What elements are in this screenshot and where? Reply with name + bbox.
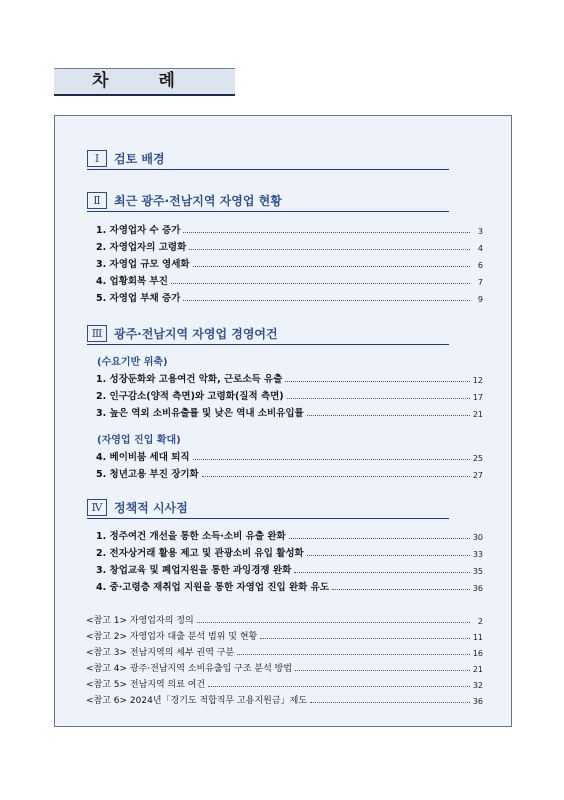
dot-leader (237, 654, 470, 655)
dot-leader (183, 300, 470, 301)
toc-entry-page: 6 (477, 261, 483, 270)
toc-entry[interactable] (96, 579, 483, 593)
toc-entry[interactable] (96, 388, 483, 402)
reference-page: 11 (472, 633, 483, 642)
dot-leader (285, 381, 469, 382)
reference-page: 32 (472, 681, 483, 690)
toc-entry-label: 3. 높은 역외 소비유출률 및 낮은 역내 소비유입률 (96, 408, 304, 419)
toc-entry-page: 35 (472, 567, 483, 576)
section-2-number: Ⅱ (87, 192, 107, 209)
toc-entry[interactable] (96, 256, 483, 270)
toc-entry-label: 4. 베이비붐 세대 퇴직 (96, 452, 190, 463)
toc-entry-page: 21 (472, 410, 483, 419)
toc-entry[interactable] (96, 405, 483, 419)
reference-entry[interactable] (86, 629, 483, 642)
dot-leader (189, 249, 470, 250)
toc-entry-label: 2. 인구감소(양적 측면)와 고령화(질적 측면) (96, 391, 284, 402)
reference-page: 21 (472, 665, 483, 674)
section-2-title: 최근 광주·전남지역 자영업 현황 (114, 194, 282, 208)
reference-label: <참고 2> 자영업자 대출 분석 범위 및 현황 (86, 632, 258, 642)
reference-entry[interactable] (86, 645, 483, 658)
reference-entry[interactable] (86, 677, 483, 690)
reference-entry[interactable] (86, 613, 483, 626)
section-1-title: 검토 배경 (114, 152, 165, 166)
reference-page: 36 (472, 697, 483, 706)
dot-leader (260, 638, 470, 639)
toc-entry-label: 2. 전자상거래 활용 제고 및 관광소비 유입 활성화 (96, 548, 304, 559)
toc-entry[interactable] (96, 466, 483, 480)
toc-entry-page: 4 (477, 244, 483, 253)
dot-leader (287, 398, 470, 399)
dot-leader (183, 232, 470, 233)
toc-entry-page: 3 (477, 227, 483, 236)
toc-entry[interactable] (96, 371, 483, 385)
reference-label: <참고 6> 2024년「경기도 적합직무 고용지원금」제도 (86, 696, 307, 706)
toc-entry[interactable] (96, 545, 483, 559)
dot-leader (332, 589, 470, 590)
group-label-entry: (자영업 진입 확대) (97, 435, 181, 446)
toc-entry-page: 7 (477, 278, 483, 287)
toc-entry-label: 4. 중·고령층 재취업 지원을 통한 자영업 진입 완화 유도 (96, 582, 330, 593)
toc-entry-label: 5. 자영업 부채 증가 (96, 293, 181, 304)
toc-entry-page: 33 (472, 550, 483, 559)
reference-label: <참고 4> 광주·전남지역 소비유출입 구조 분석 방법 (86, 664, 293, 674)
section-3-title: 광주·전남지역 자영업 경영여건 (114, 327, 278, 341)
toc-entry-label: 3. 자영업 규모 영세화 (96, 259, 190, 270)
dot-leader (295, 670, 470, 671)
dot-leader (208, 686, 470, 687)
toc-entry-label: 1. 정주여건 개선을 통한 소득·소비 유출 완화 (96, 531, 286, 542)
toc-entry-page: 17 (472, 393, 483, 402)
reference-entry[interactable] (86, 693, 483, 706)
dot-leader (171, 283, 470, 284)
section-1-number: Ⅰ (87, 150, 107, 167)
reference-page: 16 (472, 649, 483, 658)
toc-entry-label: 4. 업황회복 부진 (96, 276, 168, 287)
reference-label: <참고 5> 전남지역 의료 여건 (86, 680, 206, 690)
toc-entry-page: 25 (472, 454, 483, 463)
section-2-heading[interactable] (87, 191, 449, 212)
section-4-heading[interactable] (87, 498, 449, 519)
dot-leader (307, 555, 470, 556)
group-label-demand: (수요기반 위축) (97, 357, 168, 368)
toc-entry-page: 9 (477, 295, 483, 304)
toc-entry-page: 30 (472, 533, 483, 542)
dot-leader (307, 415, 470, 416)
dot-leader (294, 572, 470, 573)
toc-entry-label: 1. 성장둔화와 고용여건 악화, 근로소득 유출 (96, 374, 283, 385)
dot-leader (310, 702, 470, 703)
dot-leader (202, 476, 470, 477)
toc-entry[interactable] (96, 562, 483, 576)
dot-leader (197, 622, 470, 623)
section-4-title: 정책적 시사점 (114, 501, 188, 515)
toc-entry-label: 1. 자영업자 수 증가 (96, 225, 181, 236)
toc-entry[interactable] (96, 290, 483, 304)
reference-label: <참고 1> 자영업자의 정의 (86, 616, 194, 626)
reference-label: <참고 3> 전남지역의 세부 권역 구분 (86, 648, 235, 658)
toc-entry-label: 5. 청년고용 부진 장기화 (96, 469, 199, 480)
dot-leader (193, 459, 470, 460)
toc-entry-page: 36 (472, 584, 483, 593)
section-3-number: Ⅲ (87, 325, 107, 342)
section-3-heading[interactable] (87, 324, 449, 345)
toc-entry-label: 2. 자영업자의 고령화 (96, 242, 187, 253)
dot-leader (289, 538, 470, 539)
toc-entry[interactable] (96, 449, 483, 463)
toc-entry[interactable] (96, 239, 483, 253)
dot-leader (193, 266, 470, 267)
toc-entry[interactable] (96, 222, 483, 236)
toc-title: 차 례 (54, 68, 235, 96)
toc-entry-page: 12 (472, 376, 483, 385)
toc-entry-page: 27 (472, 471, 483, 480)
reference-page: 2 (477, 617, 483, 626)
reference-entry[interactable] (86, 661, 483, 674)
toc-entry[interactable] (96, 273, 483, 287)
section-4-number: Ⅳ (87, 499, 107, 516)
toc-entry-label: 3. 창업교육 및 폐업지원을 통한 과잉경쟁 완화 (96, 565, 292, 576)
section-1-heading[interactable] (87, 149, 449, 170)
toc-entry[interactable] (96, 528, 483, 542)
